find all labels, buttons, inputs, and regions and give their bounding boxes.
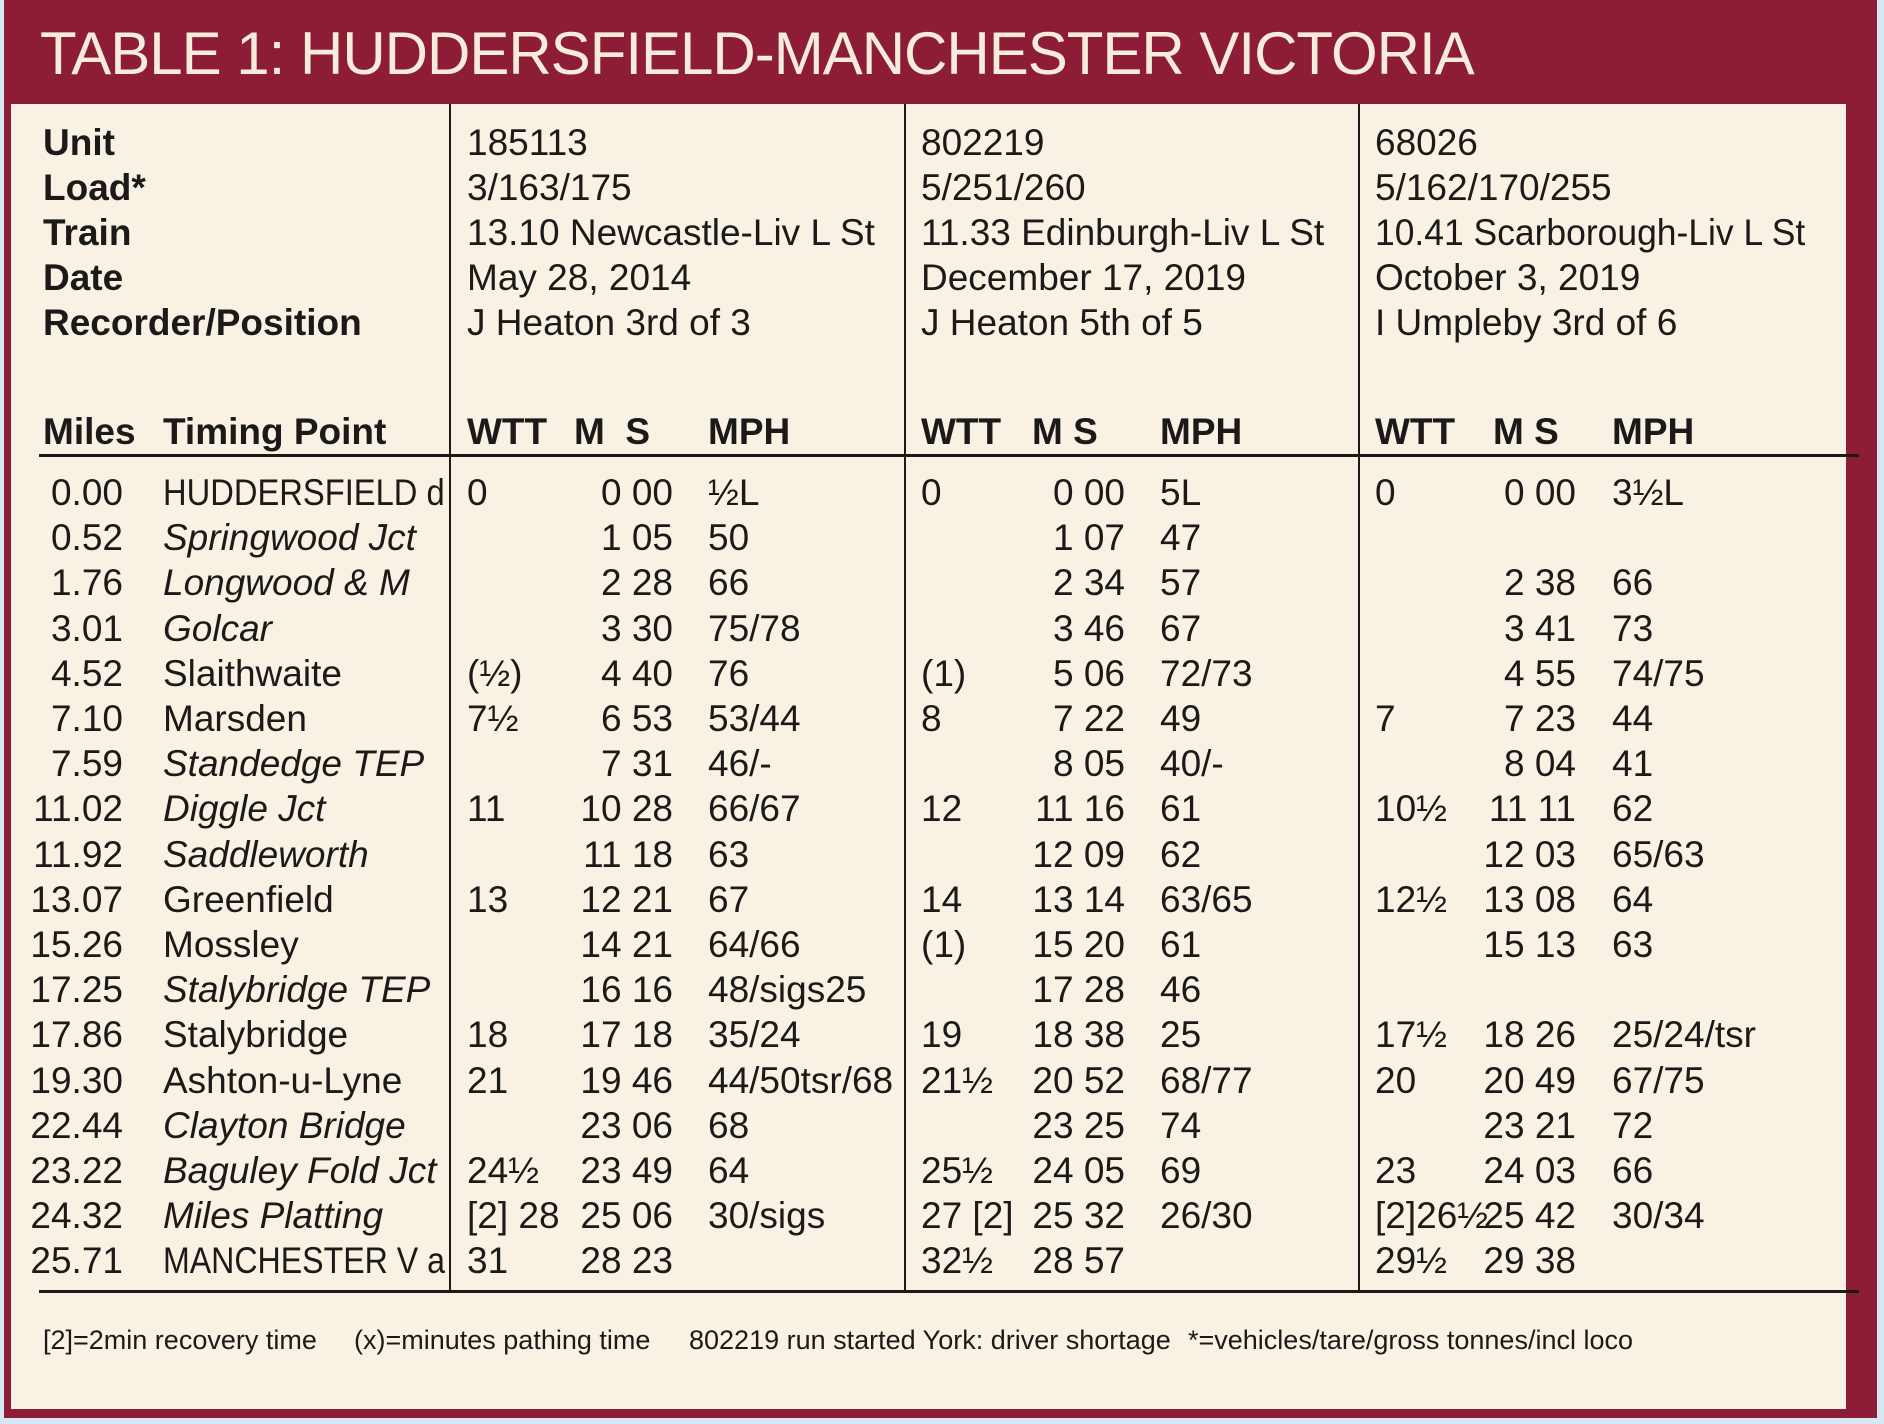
row-min-sec: 1 05 bbox=[600, 517, 673, 559]
row-min-sec: 0 00 bbox=[600, 472, 673, 513]
row-min-sec: 7 31 bbox=[600, 743, 673, 785]
row-mph: 75/78 bbox=[708, 607, 801, 649]
row-timing-point: Marsden bbox=[163, 698, 307, 739]
row-mph: 46 bbox=[1160, 969, 1202, 1011]
row-mph: 74 bbox=[1160, 1104, 1202, 1146]
row-mph: 73 bbox=[1612, 607, 1654, 649]
row-miles: 24.32 bbox=[30, 1195, 123, 1237]
row-miles: 13.07 bbox=[30, 878, 123, 920]
row-mph: 64 bbox=[1612, 878, 1654, 920]
row-min-sec: 15 13 bbox=[1483, 924, 1576, 965]
row-min-sec: 23 49 bbox=[580, 1150, 673, 1191]
row-min-sec: 23 25 bbox=[1032, 1104, 1125, 1146]
footnote-recovery: [2]=2min recovery time bbox=[43, 1325, 317, 1355]
row-mph: 68 bbox=[708, 1104, 750, 1146]
row-min-sec: 25 42 bbox=[1483, 1195, 1576, 1237]
row-mph: 66 bbox=[1612, 1150, 1654, 1191]
row-wtt: 13 bbox=[467, 878, 509, 920]
row-mph: 67/75 bbox=[1612, 1059, 1705, 1101]
row-min-sec: 11 18 bbox=[583, 833, 673, 875]
row-min-sec: 0 00 bbox=[1503, 472, 1576, 513]
row-min-sec: 11 16 bbox=[1035, 788, 1125, 830]
row-min-sec: 24 05 bbox=[1032, 1150, 1125, 1191]
run-date: December 17, 2019 bbox=[921, 257, 1246, 298]
row-min-sec: 8 05 bbox=[1052, 743, 1125, 785]
row-mph: 25/24/tsr bbox=[1612, 1014, 1756, 1056]
row-mph: 66 bbox=[708, 562, 750, 604]
row-wtt: 0 bbox=[467, 472, 488, 513]
footnote-driver: 802219 run started York: driver shortage bbox=[689, 1325, 1171, 1355]
row-min-sec: 28 23 bbox=[580, 1240, 673, 1282]
run-unit: 68026 bbox=[1375, 122, 1478, 163]
row-mph: 44/50tsr/68 bbox=[708, 1059, 894, 1101]
row-wtt: 29½ bbox=[1375, 1240, 1448, 1282]
header-mph: MPH bbox=[1160, 411, 1243, 452]
row-mph: 67 bbox=[708, 878, 750, 920]
run-unit: 802219 bbox=[921, 122, 1045, 163]
row-wtt: 25½ bbox=[921, 1150, 994, 1191]
row-miles: 1.76 bbox=[50, 562, 123, 604]
row-miles: 4.52 bbox=[50, 652, 123, 694]
run-unit: 185113 bbox=[467, 122, 588, 163]
row-mph: 25 bbox=[1160, 1014, 1202, 1056]
row-mph: 64 bbox=[708, 1150, 750, 1191]
run-train: 11.33 Edinburgh-Liv L St bbox=[921, 212, 1325, 253]
row-mph: ½L bbox=[708, 472, 760, 513]
row-min-sec: 11 11 bbox=[1488, 788, 1576, 830]
table-panel bbox=[11, 104, 1846, 1409]
row-miles: 17.86 bbox=[30, 1014, 123, 1056]
row-mph: 74/75 bbox=[1612, 652, 1705, 694]
row-mph: 76 bbox=[708, 652, 750, 694]
row-wtt: 0 bbox=[1375, 472, 1396, 513]
meta-label: Unit bbox=[43, 122, 115, 163]
row-wtt: 10½ bbox=[1375, 788, 1448, 830]
row-min-sec: 20 49 bbox=[1483, 1059, 1576, 1101]
row-wtt: 12 bbox=[921, 788, 963, 830]
row-min-sec: 3 46 bbox=[1052, 607, 1125, 649]
row-mph: 63 bbox=[1612, 924, 1654, 965]
row-timing-point: MANCHESTER V a bbox=[163, 1240, 445, 1282]
row-min-sec: 17 28 bbox=[1032, 969, 1125, 1011]
row-timing-point: Springwood Jct bbox=[163, 517, 416, 559]
row-miles: 19.30 bbox=[30, 1059, 123, 1101]
row-timing-point: Mossley bbox=[163, 924, 299, 965]
row-min-sec: 4 40 bbox=[600, 652, 673, 694]
run-date: May 28, 2014 bbox=[467, 257, 692, 298]
row-timing-point: Golcar bbox=[163, 607, 272, 649]
row-mph: 35/24 bbox=[708, 1014, 801, 1056]
row-min-sec: 18 26 bbox=[1483, 1014, 1576, 1056]
row-wtt: [2]26½ bbox=[1375, 1195, 1489, 1237]
header-wtt: WTT bbox=[1375, 411, 1456, 452]
row-timing-point: Saddleworth bbox=[163, 833, 369, 875]
row-min-sec: 2 34 bbox=[1052, 562, 1125, 604]
row-min-sec: 25 32 bbox=[1032, 1195, 1125, 1237]
meta-label: Load* bbox=[43, 167, 146, 208]
column-divider bbox=[449, 104, 451, 1292]
row-min-sec: 6 53 bbox=[600, 698, 673, 739]
table-frame bbox=[4, 0, 1877, 1418]
row-wtt: 21 bbox=[467, 1059, 509, 1101]
row-miles: 25.71 bbox=[30, 1240, 123, 1282]
row-wtt: 31 bbox=[467, 1240, 509, 1282]
row-wtt: 7 bbox=[1375, 698, 1396, 739]
row-mph: 68/77 bbox=[1160, 1059, 1253, 1101]
row-min-sec: 16 16 bbox=[580, 969, 673, 1011]
run-train: 13.10 Newcastle-Liv L St bbox=[467, 212, 875, 253]
row-mph: 63 bbox=[708, 833, 750, 875]
row-min-sec: 0 00 bbox=[1052, 472, 1125, 513]
row-min-sec: 12 03 bbox=[1483, 833, 1576, 875]
row-wtt: 11 bbox=[467, 788, 506, 830]
row-wtt: 18 bbox=[467, 1014, 509, 1056]
row-wtt: (1) bbox=[921, 652, 967, 694]
row-miles: 15.26 bbox=[30, 924, 123, 965]
row-wtt: 20 bbox=[1375, 1059, 1417, 1101]
row-mph: 72 bbox=[1612, 1104, 1654, 1146]
row-wtt: 23 bbox=[1375, 1150, 1417, 1191]
row-min-sec: 14 21 bbox=[580, 924, 673, 965]
row-mph: 26/30 bbox=[1160, 1195, 1253, 1237]
row-min-sec: 23 06 bbox=[580, 1104, 673, 1146]
meta-label: Train bbox=[43, 212, 132, 253]
run-date: October 3, 2019 bbox=[1375, 257, 1641, 298]
row-min-sec: 20 52 bbox=[1032, 1059, 1125, 1101]
run-load: 3/163/175 bbox=[467, 167, 632, 208]
row-mph: 30/34 bbox=[1612, 1195, 1705, 1237]
row-timing-point: HUDDERSFIELD d bbox=[163, 472, 445, 513]
header-rule bbox=[39, 454, 1859, 457]
row-wtt: 17½ bbox=[1375, 1014, 1448, 1056]
row-wtt: 7½ bbox=[467, 698, 519, 739]
row-miles: 0.52 bbox=[50, 517, 123, 559]
row-mph: 61 bbox=[1160, 924, 1202, 965]
table-title: TABLE 1: HUDDERSFIELD-MANCHESTER VICTORIA bbox=[40, 20, 1474, 87]
row-timing-point: Baguley Fold Jct bbox=[163, 1150, 437, 1191]
row-mph: 66/67 bbox=[708, 788, 801, 830]
row-min-sec: 13 08 bbox=[1483, 878, 1576, 920]
row-mph: 5L bbox=[1160, 472, 1202, 513]
row-mph: 65/63 bbox=[1612, 833, 1705, 875]
meta-label: Recorder/Position bbox=[43, 302, 362, 343]
row-mph: 50 bbox=[708, 517, 750, 559]
row-timing-point: Stalybridge TEP bbox=[163, 969, 431, 1011]
run-load: 5/251/260 bbox=[921, 167, 1086, 208]
row-min-sec: 29 38 bbox=[1483, 1240, 1576, 1282]
row-min-sec: 7 23 bbox=[1503, 698, 1576, 739]
row-mph: 49 bbox=[1160, 698, 1202, 739]
row-min-sec: 24 03 bbox=[1483, 1150, 1576, 1191]
row-miles: 0.00 bbox=[50, 472, 123, 513]
row-min-sec: 15 20 bbox=[1032, 924, 1125, 965]
row-mph: 44 bbox=[1612, 698, 1654, 739]
column-divider bbox=[904, 104, 906, 1292]
header-mph: MPH bbox=[1612, 411, 1695, 452]
row-wtt: (1) bbox=[921, 924, 967, 965]
row-min-sec: 18 38 bbox=[1032, 1014, 1125, 1056]
run-recorder: I Umpleby 3rd of 6 bbox=[1375, 302, 1678, 343]
header-min-sec: M S bbox=[574, 411, 651, 452]
row-min-sec: 10 28 bbox=[580, 788, 673, 830]
row-wtt: 14 bbox=[921, 878, 963, 920]
row-mph: 64/66 bbox=[708, 924, 801, 965]
row-mph: 67 bbox=[1160, 607, 1202, 649]
row-miles: 7.10 bbox=[50, 698, 123, 739]
row-miles: 11.92 bbox=[33, 833, 123, 875]
footnote-pathing: (x)=minutes pathing time bbox=[354, 1325, 651, 1355]
row-timing-point: Longwood & M bbox=[163, 562, 410, 604]
row-min-sec: 17 18 bbox=[580, 1014, 673, 1056]
row-min-sec: 4 55 bbox=[1503, 652, 1576, 694]
header-wtt: WTT bbox=[921, 411, 1002, 452]
header-wtt: WTT bbox=[467, 411, 548, 452]
row-min-sec: 13 14 bbox=[1032, 878, 1125, 920]
row-timing-point: Miles Platting bbox=[163, 1195, 384, 1237]
row-wtt: (½) bbox=[467, 652, 523, 694]
row-mph: 62 bbox=[1160, 833, 1202, 875]
row-wtt: 27 [2] bbox=[921, 1195, 1014, 1237]
row-min-sec: 2 28 bbox=[600, 562, 673, 604]
row-timing-point: Greenfield bbox=[163, 878, 334, 920]
row-min-sec: 12 09 bbox=[1032, 833, 1125, 875]
row-min-sec: 28 57 bbox=[1032, 1240, 1125, 1282]
run-recorder: J Heaton 3rd of 3 bbox=[467, 302, 751, 343]
row-wtt: 8 bbox=[921, 698, 942, 739]
row-timing-point: Slaithwaite bbox=[163, 652, 342, 694]
row-mph: 63/65 bbox=[1160, 878, 1253, 920]
row-min-sec: 8 04 bbox=[1503, 743, 1576, 785]
row-mph: 72/73 bbox=[1160, 652, 1253, 694]
row-timing-point: Standedge TEP bbox=[163, 743, 425, 785]
header-timing-point: Timing Point bbox=[163, 411, 387, 452]
row-miles: 22.44 bbox=[30, 1104, 123, 1146]
row-wtt: 24½ bbox=[467, 1150, 540, 1191]
row-min-sec: 19 46 bbox=[580, 1059, 673, 1101]
header-min-sec: M S bbox=[1032, 411, 1098, 452]
row-mph: 47 bbox=[1160, 517, 1202, 559]
run-train: 10.41 Scarborough-Liv L St bbox=[1375, 212, 1806, 253]
row-mph: 66 bbox=[1612, 562, 1654, 604]
header-min-sec: M S bbox=[1493, 411, 1559, 452]
row-miles: 17.25 bbox=[30, 969, 123, 1011]
row-min-sec: 25 06 bbox=[580, 1195, 673, 1237]
row-mph: 62 bbox=[1612, 788, 1654, 830]
row-mph: 3½L bbox=[1612, 472, 1685, 513]
row-wtt: 0 bbox=[921, 472, 942, 513]
row-min-sec: 3 41 bbox=[1503, 607, 1576, 649]
row-miles: 23.22 bbox=[30, 1150, 123, 1191]
footnote-load: *=vehicles/tare/gross tonnes/incl loco bbox=[1188, 1325, 1633, 1355]
row-mph: 40/- bbox=[1160, 743, 1224, 785]
row-mph: 46/- bbox=[708, 743, 772, 785]
row-mph: 48/sigs25 bbox=[708, 969, 867, 1011]
header-mph: MPH bbox=[708, 411, 791, 452]
row-timing-point: Diggle Jct bbox=[163, 788, 326, 830]
row-mph: 69 bbox=[1160, 1150, 1202, 1191]
row-min-sec: 5 06 bbox=[1052, 652, 1125, 694]
row-mph: 57 bbox=[1160, 562, 1202, 604]
row-wtt: [2] 28 bbox=[467, 1195, 560, 1237]
meta-label: Date bbox=[43, 257, 124, 298]
row-mph: 53/44 bbox=[708, 698, 801, 739]
row-min-sec: 1 07 bbox=[1052, 517, 1125, 559]
bottom-rule bbox=[39, 1290, 1859, 1293]
column-divider bbox=[1358, 104, 1360, 1292]
row-wtt: 21½ bbox=[921, 1059, 994, 1101]
row-miles: 11.02 bbox=[33, 788, 123, 830]
run-load: 5/162/170/255 bbox=[1375, 167, 1612, 208]
row-timing-point: Ashton-u-Lyne bbox=[163, 1059, 403, 1101]
row-wtt: 12½ bbox=[1375, 878, 1448, 920]
row-min-sec: 3 30 bbox=[600, 607, 673, 649]
row-wtt: 19 bbox=[921, 1014, 963, 1056]
header-miles: Miles bbox=[43, 411, 136, 452]
row-min-sec: 2 38 bbox=[1503, 562, 1576, 604]
row-miles: 3.01 bbox=[50, 607, 123, 649]
row-mph: 30/sigs bbox=[708, 1195, 826, 1237]
row-min-sec: 12 21 bbox=[580, 878, 673, 920]
run-recorder: J Heaton 5th of 5 bbox=[921, 302, 1203, 343]
row-mph: 61 bbox=[1160, 788, 1202, 830]
row-min-sec: 23 21 bbox=[1483, 1104, 1576, 1146]
row-miles: 7.59 bbox=[50, 743, 123, 785]
row-min-sec: 7 22 bbox=[1052, 698, 1125, 739]
row-timing-point: Stalybridge bbox=[163, 1014, 349, 1056]
row-timing-point: Clayton Bridge bbox=[163, 1104, 406, 1146]
row-wtt: 32½ bbox=[921, 1240, 994, 1282]
row-mph: 41 bbox=[1612, 743, 1654, 785]
